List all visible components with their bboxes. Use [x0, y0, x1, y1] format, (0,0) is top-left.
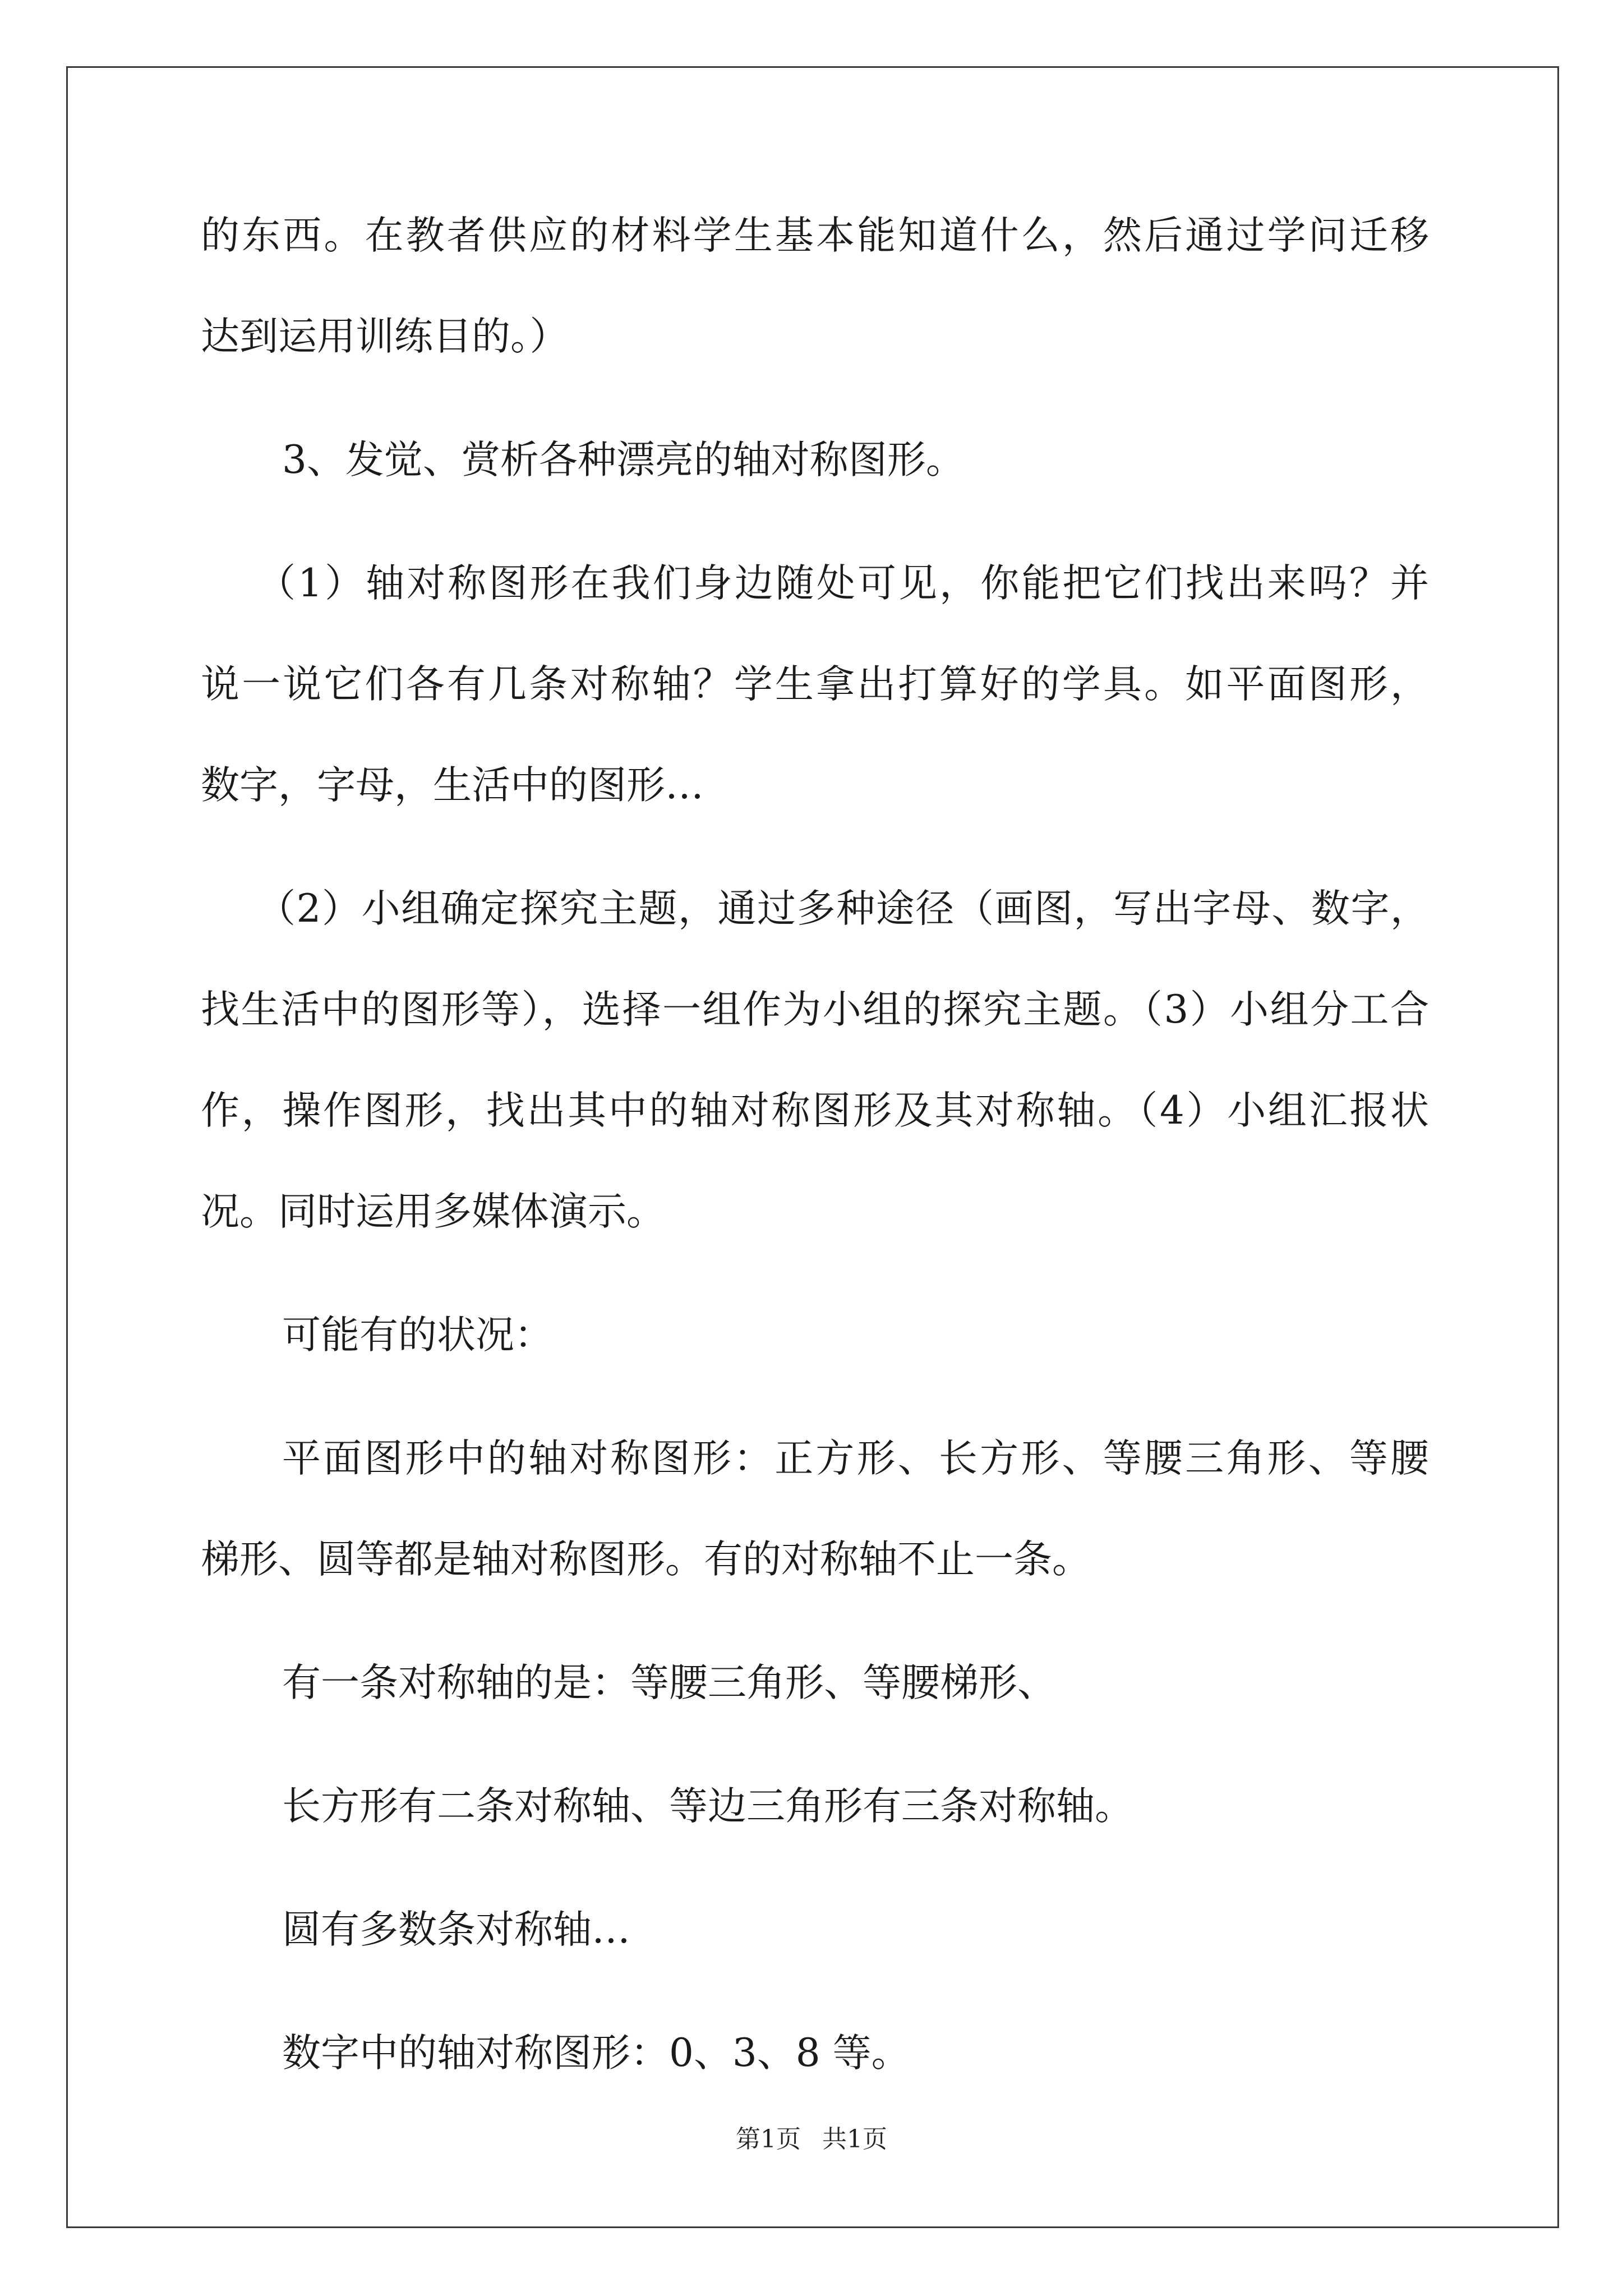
paragraph-line-10: 况。同时运用多媒体演示。 — [201, 1189, 665, 1234]
paragraph-line-8: 找生活中的图形等），选择一组作为小组的探究主题。（3）小组分工合 — [201, 987, 1429, 1032]
paragraph-line-17: 数字中的轴对称图形：0、3、8 等。 — [282, 2031, 910, 2076]
paragraph-line-6: 数字，字母，生活中的图形… — [201, 763, 704, 808]
page-total: 共1页 — [822, 2125, 887, 2154]
page-border — [66, 66, 1559, 2228]
paragraph-line-12: 平面图形中的轴对称图形：正方形、长方形、等腰三角形、等腰 — [282, 1436, 1429, 1481]
page-number: 第1页 — [736, 2125, 801, 2154]
section-heading-3: 3、发觉、赏析各种漂亮的轴对称图形。 — [282, 438, 965, 482]
paragraph-line-2: 达到运用训练目的。） — [201, 314, 569, 359]
paragraph-line-7: （2）小组确定探究主题，通过多种途径（画图，写出字母、数字， — [257, 886, 1429, 931]
page-footer — [0, 2124, 1623, 2155]
paragraph-line-11: 可能有的状况： — [282, 1313, 553, 1358]
paragraph-line-13: 梯形、圆等都是轴对称图形。有的对称轴不止一条。 — [201, 1537, 1091, 1582]
paragraph-line-1: 的东西。在教者供应的材料学生基本能知道什么，然后通过学问迁移 — [201, 213, 1429, 258]
paragraph-line-5: 说一说它们各有几条对称轴？学生拿出打算好的学具。如平面图形， — [201, 662, 1429, 707]
paragraph-line-4: （1）轴对称图形在我们身边随处可见，你能把它们找出来吗？并 — [257, 561, 1429, 606]
paragraph-line-15: 长方形有二条对称轴、等边三角形有三条对称轴。 — [282, 1784, 1133, 1829]
paragraph-line-16: 圆有多数条对称轴… — [282, 1907, 630, 1952]
paragraph-line-9: 作，操作图形，找出其中的轴对称图形及其对称轴。（4）小组汇报状 — [201, 1088, 1429, 1133]
paragraph-line-14: 有一条对称轴的是：等腰三角形、等腰梯形、 — [282, 1660, 1056, 1705]
